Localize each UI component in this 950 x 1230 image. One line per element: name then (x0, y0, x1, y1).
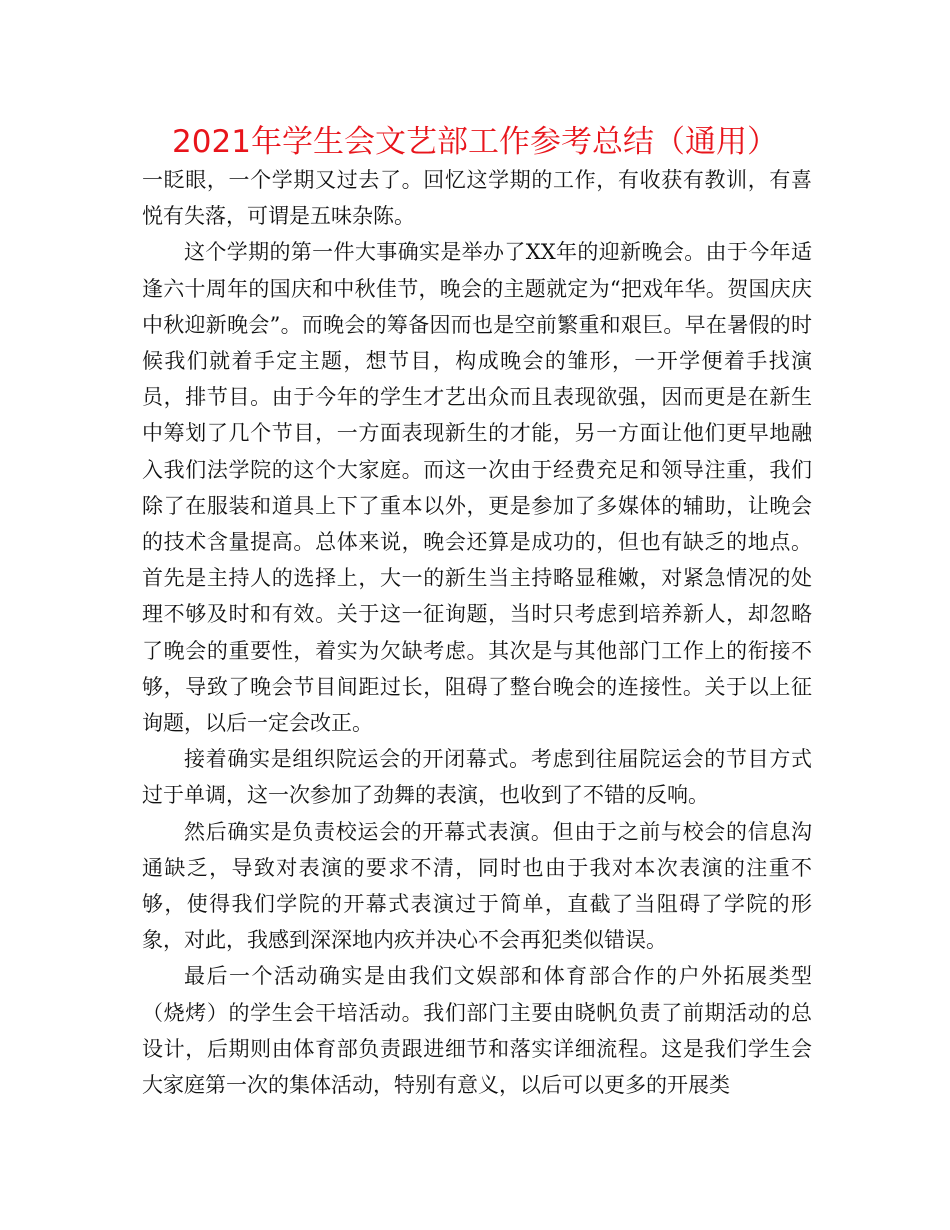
paragraph-intro: 一眨眼，一个学期又过去了。回忆这学期的工作，有收获有教训，有喜悦有失落，可谓是五味杂陈。 (142, 168, 812, 229)
paragraph-college-sports-meet: 接着确实是组织院运会的开闭幕式。考虑到往届院运会的节目方式过于单调，这一次参加了劲舞的表演，也收到了不错的反响。 (142, 747, 812, 808)
paragraph-outdoor-activity: 最后一个活动确实是由我们文娱部和体育部合作的户外拓展类型（烧烤）的学生会干培活动。我们部门主要由晓帆负责了前期活动的总设计，后期则由体育部负责跟进细节和落实详细流程。这是我们学生会大家庭第一次的集体活动，特别有意义，以后可以更多的开展类 (142, 964, 812, 1098)
document-title: 2021年学生会文艺部工作参考总结（通用） (172, 124, 778, 160)
paragraph-school-sports-meet: 然后确实是负责校运会的开幕式表演。但由于之前与校会的信息沟通缺乏，导致对表演的要求不清，同时也由于我对本次表演的注重不够，使得我们学院的开幕式表演过于简单，直截了当阻碍了学院的形象，对此，我感到深深地内疚并决心不会再犯类似错误。 (142, 819, 812, 953)
document-body (142, 162, 812, 1103)
paragraph-welcome-party: 这个学期的第一件大事确实是举办了XX年的迎新晚会。由于今年适逢六十周年的国庆和中秋佳节，晚会的主题就定为“把戏年华。贺国庆庆中秋迎新晚会”。而晚会的筹备因而也是空前繁重和艰巨。早在暑假的时候我们就着手定主题，想节目，构成晚会的雏形，一开学便着手找演员，排节目。由于今年的学生才艺出众而且表现欲强，因而更是在新生中筹划了几个节目，一方面表现新生的才能，另一方面让他们更早地融入我们法学院的这个大家庭。而这一次由于经费充足和领导注重，我们除了在服装和道具上下了重本以外，更是参加了多媒体的辅助，让晚会的技术含量提高。总体来说，晚会还算是成功的，但也有缺乏的地点。首先是主持人的选择上，大一的新生当主持略显稚嫩，对紧急情况的处理不够及时和有效。关于这一征询题，当时只考虑到培养新人，却忽略了晚会的重要性，着实为欠缺考虑。其次是与其他部门工作上的衔接不够，导致了晚会节目间距过长，阻碍了整台晚会的连接性。关于以上征询题，以后一定会改正。 (142, 240, 812, 736)
